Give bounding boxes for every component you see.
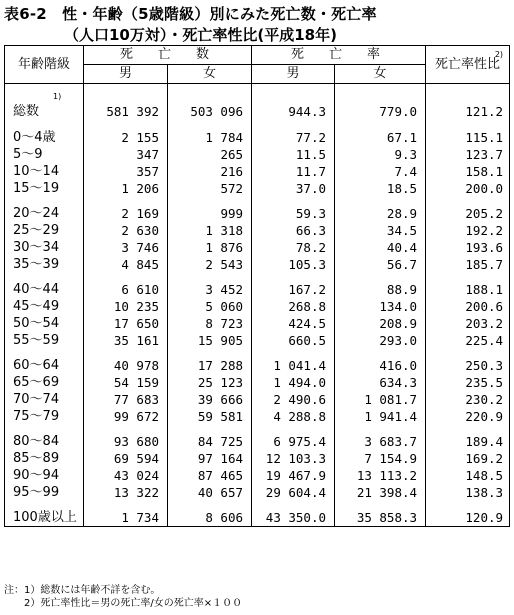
deaths-female-cell: 40 657	[168, 484, 252, 501]
rate-male-cell: 77.2	[252, 129, 335, 146]
spacer-cell	[335, 90, 426, 103]
mortality-table	[4, 45, 510, 527]
deaths-male-cell: 35 161	[84, 332, 168, 349]
spacer-cell	[84, 197, 168, 205]
sex-ratio-cell: 192.2	[426, 222, 510, 239]
sex-ratio-cell: 123.7	[426, 146, 510, 163]
sex-ratio-cell: 138.3	[426, 484, 510, 501]
sex-ratio-cell: 169.2	[426, 450, 510, 467]
table-row	[5, 298, 510, 315]
spacer-cell	[5, 120, 84, 129]
age-group-cell: 90～94	[5, 467, 84, 484]
sex-ratio-cell: 189.4	[426, 433, 510, 450]
spacer-cell	[5, 425, 84, 433]
age-group-cell: 35～39	[5, 256, 84, 273]
spacer-row	[5, 501, 510, 509]
sex-ratio-cell: 205.2	[426, 205, 510, 222]
deaths-male-cell: 17 650	[84, 315, 168, 332]
spacer-cell	[84, 501, 168, 509]
footnote-2: 2）死亡率性比＝男の死亡率/女の死亡率×１００	[4, 598, 243, 609]
age-group-cell: 80～84	[5, 433, 84, 450]
deaths-female-cell: 25 123	[168, 374, 252, 391]
rate-female-cell: 88.9	[335, 281, 426, 298]
sex-ratio-cell: 200.0	[426, 180, 510, 197]
spacer-cell	[252, 120, 335, 129]
age-group-cell: 95～99	[5, 484, 84, 501]
deaths-female-header: 女	[168, 65, 252, 84]
spacer-cell	[84, 90, 168, 103]
age-group-cell: 100歳以上	[5, 509, 84, 527]
deaths-female-cell: 265	[168, 146, 252, 163]
age-group-cell: 25～29	[5, 222, 84, 239]
table-title: 表6-2 性・年齢（5歳階級）別にみた死亡数・死亡率	[4, 5, 377, 23]
deaths-female-cell: 8 723	[168, 315, 252, 332]
rate-female-cell: 9.3	[335, 146, 426, 163]
table-row	[5, 222, 510, 239]
deaths-female-cell: 97 164	[168, 450, 252, 467]
sex-ratio-cell: 230.2	[426, 391, 510, 408]
rate-female-cell: 18.5	[335, 180, 426, 197]
deaths-female-cell: 999	[168, 205, 252, 222]
spacer-cell	[335, 349, 426, 357]
rate-female-cell: 134.0	[335, 298, 426, 315]
rate-male-cell: 78.2	[252, 239, 335, 256]
rate-male-cell: 19 467.9	[252, 467, 335, 484]
deaths-male-cell: 6 610	[84, 281, 168, 298]
table-row	[5, 205, 510, 222]
spacer-row	[5, 273, 510, 281]
deaths-female-cell: 1 876	[168, 239, 252, 256]
deaths-female-cell: 59 581	[168, 408, 252, 425]
rate-male-cell: 424.5	[252, 315, 335, 332]
spacer-cell	[5, 349, 84, 357]
rate-female-cell: 13 113.2	[335, 467, 426, 484]
rate-male-cell: 1 041.4	[252, 357, 335, 374]
deaths-female-cell: 503 096	[168, 103, 252, 120]
deaths-female-cell: 8 606	[168, 509, 252, 527]
rate-male-cell: 105.3	[252, 256, 335, 273]
age-group-cell: 60～64	[5, 357, 84, 374]
rate-female-header: 女	[335, 65, 426, 84]
deaths-male-cell: 1 734	[84, 509, 168, 527]
spacer-row	[5, 120, 510, 129]
deaths-female-cell: 572	[168, 180, 252, 197]
table-row	[5, 509, 510, 527]
rate-male-cell: 6 975.4	[252, 433, 335, 450]
spacer-cell	[84, 120, 168, 129]
rate-male-cell: 12 103.3	[252, 450, 335, 467]
rate-male-cell: 66.3	[252, 222, 335, 239]
sex-ratio-cell: 203.2	[426, 315, 510, 332]
deaths-male-cell: 43 024	[84, 467, 168, 484]
age-group-cell: 70～74	[5, 391, 84, 408]
spacer-cell	[335, 425, 426, 433]
spacer-cell	[426, 501, 510, 509]
spacer-cell	[252, 273, 335, 281]
deaths-male-cell: 77 683	[84, 391, 168, 408]
age-group-cell: 5～9	[5, 146, 84, 163]
sex-ratio-header	[426, 46, 510, 84]
rate-female-cell: 28.9	[335, 205, 426, 222]
rate-female-cell: 7.4	[335, 163, 426, 180]
spacer-cell	[84, 273, 168, 281]
age-group-cell: 15～19	[5, 180, 84, 197]
age-group-cell: 65～69	[5, 374, 84, 391]
table-row	[5, 281, 510, 298]
rate-male-cell: 2 490.6	[252, 391, 335, 408]
age-group-cell: 20～24	[5, 205, 84, 222]
deaths-female-cell: 3 452	[168, 281, 252, 298]
spacer-cell	[335, 197, 426, 205]
spacer-cell	[5, 273, 84, 281]
deaths-header: 死 亡 数	[84, 46, 252, 65]
spacer-row	[5, 425, 510, 433]
rate-male-cell: 11.7	[252, 163, 335, 180]
spacer-cell	[252, 349, 335, 357]
sex-ratio-cell: 158.1	[426, 163, 510, 180]
sex-ratio-cell: 200.6	[426, 298, 510, 315]
sex-ratio-cell: 220.9	[426, 408, 510, 425]
rate-female-cell: 293.0	[335, 332, 426, 349]
death-rate-header: 死 亡 率	[252, 46, 426, 65]
spacer-row	[5, 197, 510, 205]
deaths-female-cell: 5 060	[168, 298, 252, 315]
table-row	[5, 408, 510, 425]
rate-male-cell: 1 494.0	[252, 374, 335, 391]
rate-male-cell: 4 288.8	[252, 408, 335, 425]
sex-ratio-cell: 148.5	[426, 467, 510, 484]
rate-female-cell: 634.3	[335, 374, 426, 391]
rate-male-cell: 43 350.0	[252, 509, 335, 527]
deaths-female-cell: 17 288	[168, 357, 252, 374]
table-row	[5, 239, 510, 256]
deaths-male-cell: 581 392	[84, 103, 168, 120]
rate-male-cell: 59.3	[252, 205, 335, 222]
age-group-cell: 0～4歳	[5, 129, 84, 146]
rate-female-cell: 67.1	[335, 129, 426, 146]
deaths-male-cell: 93 680	[84, 433, 168, 450]
table-body	[5, 84, 510, 527]
sex-ratio-note-marker: 2)	[494, 50, 504, 59]
sex-ratio-cell: 115.1	[426, 129, 510, 146]
table-row	[5, 163, 510, 180]
deaths-female-cell: 1 784	[168, 129, 252, 146]
spacer-cell	[252, 501, 335, 509]
table-row	[5, 357, 510, 374]
deaths-female-cell: 2 543	[168, 256, 252, 273]
deaths-male-cell: 347	[84, 146, 168, 163]
rate-male-cell: 268.8	[252, 298, 335, 315]
table-row	[5, 146, 510, 163]
spacer-cell	[5, 197, 84, 205]
rate-male-cell: 660.5	[252, 332, 335, 349]
spacer-cell	[252, 425, 335, 433]
spacer-cell	[168, 425, 252, 433]
deaths-male-cell: 3 746	[84, 239, 168, 256]
rate-female-cell: 3 683.7	[335, 433, 426, 450]
deaths-male-cell: 2 630	[84, 222, 168, 239]
age-group-cell: 総数	[5, 103, 84, 120]
sex-ratio-header-label: 死亡率性比	[435, 56, 501, 72]
rate-male-header: 男	[252, 65, 335, 84]
deaths-female-cell: 15 905	[168, 332, 252, 349]
spacer-cell	[168, 273, 252, 281]
rate-female-cell: 40.4	[335, 239, 426, 256]
rate-male-cell: 167.2	[252, 281, 335, 298]
deaths-female-cell: 87 465	[168, 467, 252, 484]
deaths-male-cell: 13 322	[84, 484, 168, 501]
deaths-male-cell: 4 845	[84, 256, 168, 273]
age-group-cell: 10～14	[5, 163, 84, 180]
total-note-marker: 1)	[5, 90, 84, 103]
deaths-female-cell: 1 318	[168, 222, 252, 239]
rate-female-cell: 21 398.4	[335, 484, 426, 501]
age-group-cell: 75～79	[5, 408, 84, 425]
sex-ratio-cell: 235.5	[426, 374, 510, 391]
table-row	[5, 256, 510, 273]
spacer-cell	[168, 501, 252, 509]
age-group-cell: 40～44	[5, 281, 84, 298]
table-row	[5, 433, 510, 450]
deaths-male-cell: 357	[84, 163, 168, 180]
table-row	[5, 467, 510, 484]
spacer-cell	[426, 273, 510, 281]
rate-female-cell: 1 081.7	[335, 391, 426, 408]
sex-ratio-cell: 193.6	[426, 239, 510, 256]
rate-female-cell: 35 858.3	[335, 509, 426, 527]
total-note-row	[5, 90, 510, 103]
spacer-cell	[426, 197, 510, 205]
deaths-female-cell: 39 666	[168, 391, 252, 408]
rate-female-cell: 1 941.4	[335, 408, 426, 425]
spacer-cell	[5, 501, 84, 509]
deaths-male-cell: 2 169	[84, 205, 168, 222]
table-row	[5, 450, 510, 467]
spacer-cell	[426, 349, 510, 357]
rate-male-cell: 11.5	[252, 146, 335, 163]
spacer-cell	[335, 120, 426, 129]
sex-ratio-cell: 250.3	[426, 357, 510, 374]
rate-female-cell: 779.0	[335, 103, 426, 120]
table-row	[5, 484, 510, 501]
spacer-cell	[168, 349, 252, 357]
deaths-female-cell: 216	[168, 163, 252, 180]
age-group-cell: 30～34	[5, 239, 84, 256]
deaths-female-cell: 84 725	[168, 433, 252, 450]
rate-female-cell: 56.7	[335, 256, 426, 273]
table-row	[5, 374, 510, 391]
age-group-cell: 85～89	[5, 450, 84, 467]
deaths-male-cell: 54 159	[84, 374, 168, 391]
rate-female-cell: 416.0	[335, 357, 426, 374]
deaths-male-cell: 40 978	[84, 357, 168, 374]
rate-female-cell: 7 154.9	[335, 450, 426, 467]
table-row	[5, 391, 510, 408]
spacer-cell	[252, 197, 335, 205]
spacer-cell	[426, 425, 510, 433]
deaths-male-cell: 99 672	[84, 408, 168, 425]
table-row	[5, 129, 510, 146]
spacer-cell	[168, 197, 252, 205]
deaths-male-cell: 10 235	[84, 298, 168, 315]
table-row	[5, 332, 510, 349]
rate-female-cell: 34.5	[335, 222, 426, 239]
footnote-1: 注：1）総数には年齢不詳を含む。	[4, 585, 161, 596]
age-group-header: 年齢階級	[5, 46, 84, 84]
spacer-cell	[335, 501, 426, 509]
rate-male-cell: 29 604.4	[252, 484, 335, 501]
spacer-row	[5, 349, 510, 357]
spacer-cell	[426, 120, 510, 129]
age-group-cell: 50～54	[5, 315, 84, 332]
spacer-cell	[426, 90, 510, 103]
spacer-cell	[335, 273, 426, 281]
sex-ratio-cell: 121.2	[426, 103, 510, 120]
rate-female-cell: 208.9	[335, 315, 426, 332]
footnotes	[4, 584, 242, 610]
spacer-cell	[84, 425, 168, 433]
sex-ratio-cell: 120.9	[426, 509, 510, 527]
table-row	[5, 315, 510, 332]
rate-male-cell: 944.3	[252, 103, 335, 120]
sex-ratio-cell: 188.1	[426, 281, 510, 298]
sex-ratio-cell: 185.7	[426, 256, 510, 273]
spacer-cell	[84, 349, 168, 357]
deaths-male-cell: 69 594	[84, 450, 168, 467]
age-group-cell: 45～49	[5, 298, 84, 315]
spacer-cell	[168, 120, 252, 129]
table-row	[5, 103, 510, 120]
table-subtitle: （人口10万対）・死亡率性比(平成18年)	[64, 26, 337, 44]
spacer-cell	[252, 90, 335, 103]
age-group-cell: 55～59	[5, 332, 84, 349]
rate-male-cell: 37.0	[252, 180, 335, 197]
table-row	[5, 180, 510, 197]
sex-ratio-cell: 225.4	[426, 332, 510, 349]
spacer-cell	[168, 90, 252, 103]
deaths-male-header: 男	[84, 65, 168, 84]
deaths-male-cell: 1 206	[84, 180, 168, 197]
deaths-male-cell: 2 155	[84, 129, 168, 146]
